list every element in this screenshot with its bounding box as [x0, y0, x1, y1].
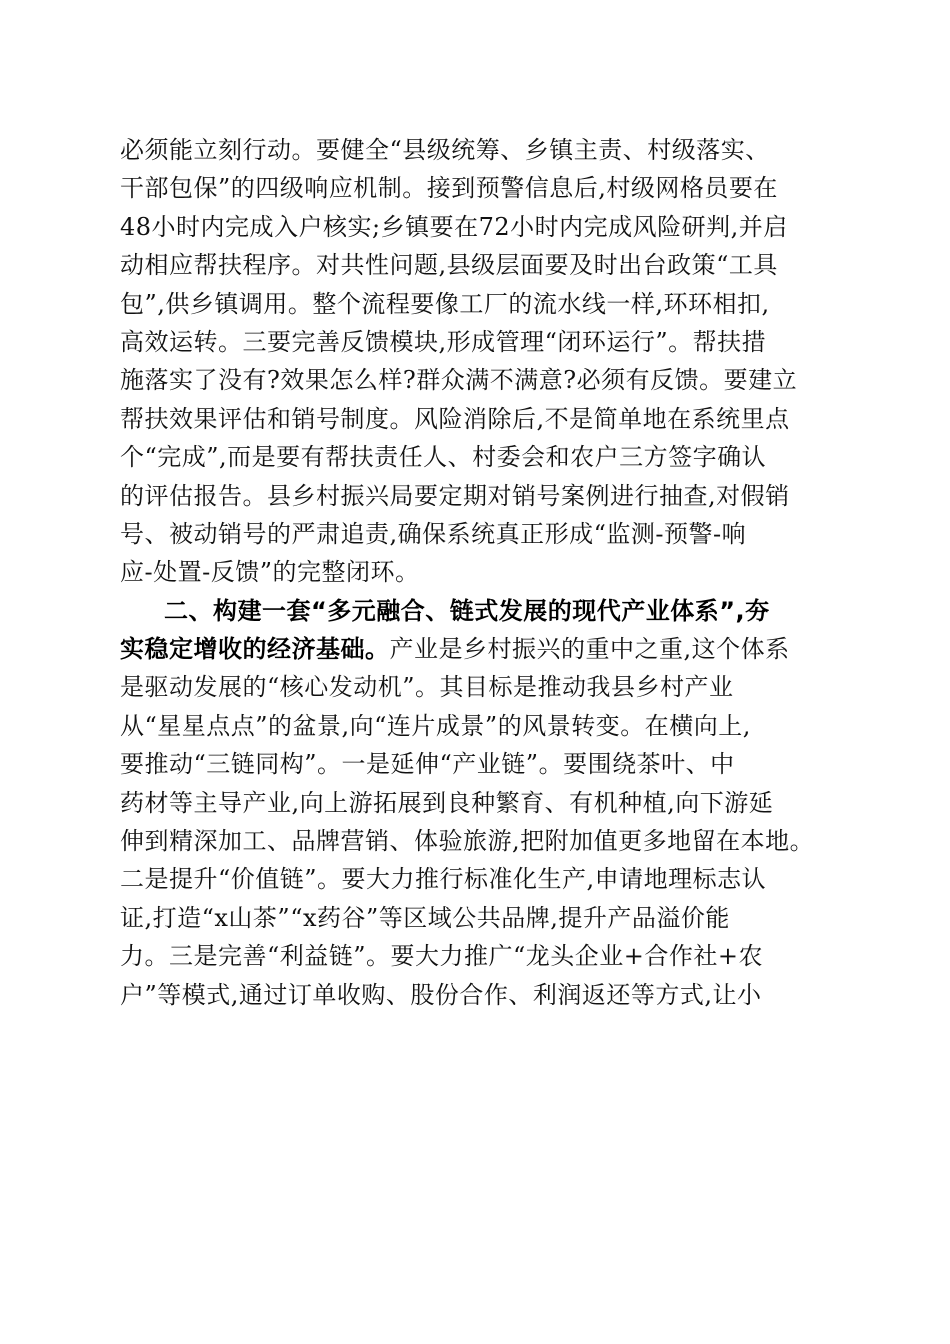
text-line: 的评估报告。县乡村振兴局要定期对销号案例进行抽查,对假销	[120, 481, 790, 510]
text-line: 证,打造“x山茶”“x药谷”等区域公共品牌,提升产品溢价能	[120, 903, 730, 932]
paragraph-response-mechanism	[120, 131, 840, 592]
text-line: 帮扶效果评估和销号制度。风险消除后,不是简单地在系统里点	[120, 404, 790, 433]
text-line: 号、被动销号的严肃追责,确保系统真正形成“监测-预警-响	[120, 519, 747, 548]
body-text	[120, 131, 840, 1014]
text-line: 动相应帮扶程序。对共性问题,县级层面要及时出台政策“工具	[120, 251, 778, 280]
text-line: 个“完成”,而是要有帮扶责任人、村委会和农户三方签字确认	[120, 443, 767, 472]
section-heading: 二、构建一套“多元融合、链式发展的现代产业体系”,夯	[164, 596, 770, 625]
text-line: 高效运转。三要完善反馈模块,形成管理“闭环运行”。帮扶措	[120, 327, 767, 356]
text-line: 包”,供乡镇调用。整个流程要像工厂的流水线一样,环环相扣,	[120, 289, 770, 318]
text-span: 产业是乡村振兴的重中之重,这个体系	[389, 635, 790, 664]
text-line: 是驱动发展的“核心发动机”。其目标是推动我县乡村产业	[120, 673, 734, 702]
text-line: 必须能立刻行动。要健全“县级统筹、乡镇主责、村级落实、	[120, 136, 770, 164]
paragraph-industry-system	[120, 592, 840, 1014]
text-line: 伸到精深加工、品牌营销、体验旅游,把附加值更多地留在本地。	[120, 827, 815, 856]
text-line: 力。三是完善“利益链”。要大力推广“龙头企业+合作社+农	[120, 942, 764, 971]
section-heading-continuation: 实稳定增收的经济基础。	[120, 635, 390, 664]
text-line: 施落实了没有?效果怎么样?群众满不满意?必须有反馈。要建立	[120, 366, 798, 395]
text-line: 二是提升“价值链”。要大力推行标准化生产,申请地理标志认	[120, 865, 767, 894]
text-line: 48小时内完成入户核实;乡镇要在72小时内完成风险研判,并启	[120, 212, 788, 241]
text-line: 从“星星点点”的盆景,向“连片成景”的风景转变。在横向上,	[120, 711, 751, 740]
text-line: 要推动“三链同构”。一是延伸“产业链”。要围绕茶叶、中	[120, 750, 735, 779]
text-line: 应-处置-反馈”的完整闭环。	[120, 558, 420, 587]
text-line: 户”等模式,通过订单收购、股份合作、利润返还等方式,让小	[120, 980, 762, 1009]
text-line: 干部包保”的四级响应机制。接到预警信息后,村级网格员要在	[120, 174, 778, 203]
text-line	[120, 630, 840, 668]
text-line: 药材等主导产业,向上游拓展到良种繁育、有机种植,向下游延	[120, 788, 774, 817]
